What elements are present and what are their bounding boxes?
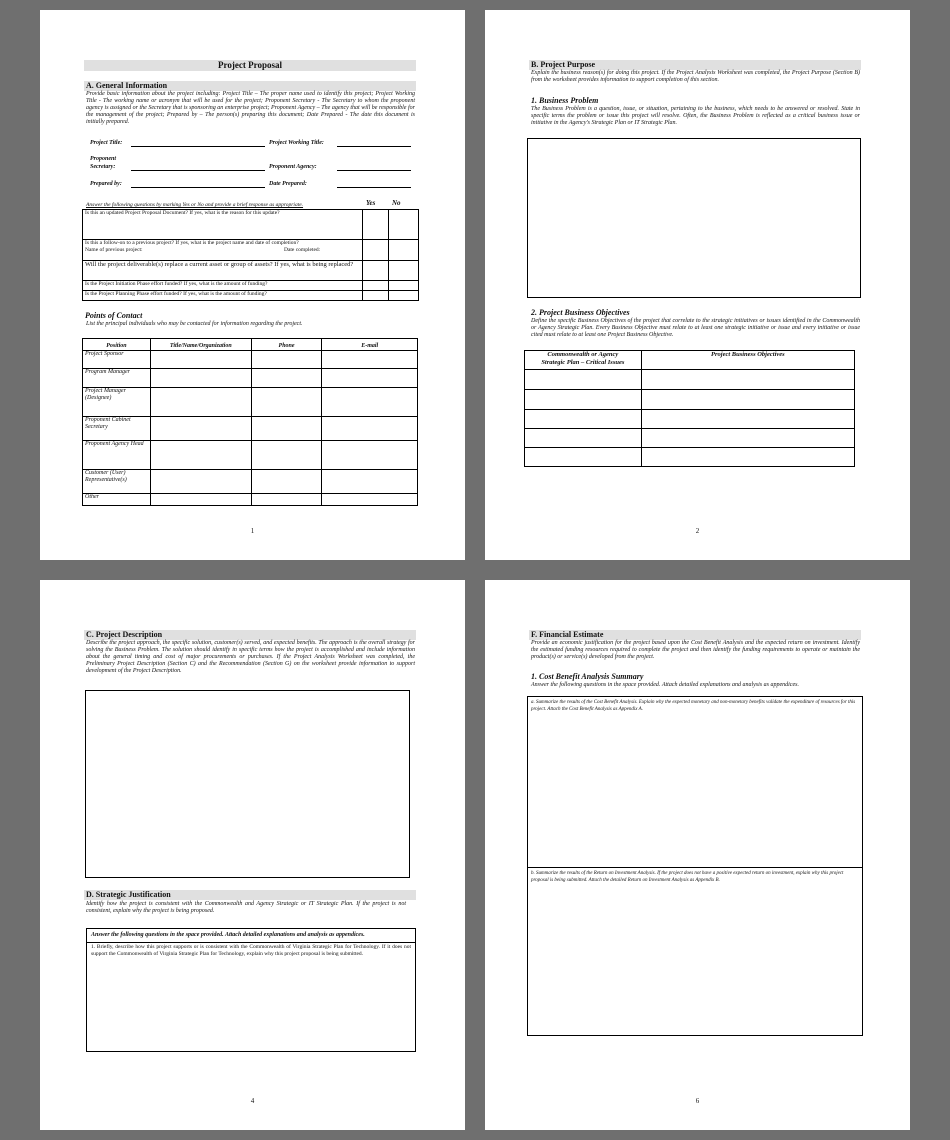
objectives-header-row (525, 351, 855, 370)
question-b-area[interactable] (528, 868, 862, 886)
table-row (83, 494, 418, 506)
name-cell[interactable] (150, 388, 251, 417)
email-cell[interactable] (322, 417, 418, 441)
email-cell[interactable] (322, 494, 418, 506)
contact-header-row (83, 339, 418, 351)
yes-cell[interactable] (363, 291, 389, 301)
business-problem-description: The Business Problem is a question, issue, or situation, pertaining to the business, which needs to be answered or resolved. State in specific terms the problem or issue this project will resolve. Often, the Business Problem is reflected as a critical business issue or initiative in the Agency's Strategic Plan or IT Strategic Plan. (531, 106, 860, 126)
page-number: 1 (250, 527, 255, 535)
question-2 (83, 240, 363, 261)
yes-cell[interactable] (363, 210, 389, 240)
no-cell[interactable] (389, 210, 419, 240)
position-cell: Customer (User) Representative(s) (83, 470, 151, 494)
page-number: 4 (250, 1097, 255, 1105)
table-row (525, 370, 855, 390)
question-a: a. Summarize the results of the Cost Benefit Analysis. Explain why the expected monetary and non-monetary benefits validate the expenditure of resources for this project. Attach the Cost Benefit Analysis as Appendix A. (531, 700, 856, 712)
proponent-secretary-label-2: Secretary: (90, 164, 116, 170)
section-b-description: Explain the business reason(s) for doing this project. If the Project Analysis Worksheet was completed, the Project Purpose (Section B) from the worksheet provides information to support completion of this section. (531, 70, 860, 83)
business-problem-textbox[interactable] (527, 138, 861, 298)
table-row (83, 369, 418, 388)
project-description-textbox[interactable] (85, 690, 410, 878)
section-d-description: Identify how the project is consistent with the Commonwealth and Agency Strategic or IT Strategic Plan. If the project is not consistent, explain why the project is being proposed. (86, 901, 406, 914)
question-2-text: Is this a follow-on to a previous project? If yes, what is the project name and date of completion? (85, 240, 299, 246)
objective-cell[interactable] (641, 429, 854, 448)
name-cell[interactable] (150, 494, 251, 506)
section-f-description: Provide an economic justification for the project based upon the Cost Benefit Analysis and the expected return on investment. Identify the estimated funding resources required to complete the project and then identify the funding requirements to operate or maintain the product(s) or service(s) developed from the project. (531, 640, 860, 660)
question-4: Is the Project Initiation Phase effort funded? If yes, what is the amount of funding? (83, 281, 363, 291)
proponent-secretary-label-1: Proponent (90, 156, 117, 162)
contact-table (82, 338, 418, 506)
proponent-agency-label: Proponent Agency: (269, 164, 317, 170)
email-cell[interactable] (322, 470, 418, 494)
section-d-heading: D. Strategic Justification (84, 890, 416, 900)
critical-issues-header-line-2: Strategic Plan – Critical Issues (541, 359, 625, 366)
previous-project-label: Name of previous project: (85, 247, 143, 253)
position-cell: Proponent Cabinet Secretary (83, 417, 151, 441)
page-6 (485, 580, 910, 1130)
table-row (83, 470, 418, 494)
critical-issue-cell[interactable] (525, 448, 642, 467)
question-b: b. Summarize the results of the Return on Investment Analysis. If the project does not have a positive expected return on investment, explain why this project proposal is being submitted. Attach the detailed Return on Investment Analysis as Appendix B. (531, 871, 844, 883)
title-name-org-header: Title/Name/Organization (150, 339, 251, 351)
phone-cell[interactable] (251, 369, 322, 388)
critical-issues-header (525, 351, 642, 370)
table-row (83, 417, 418, 441)
position-cell: Proponent Agency Head (83, 441, 151, 470)
table-row (83, 388, 418, 417)
phone-cell[interactable] (251, 470, 322, 494)
name-cell[interactable] (150, 369, 251, 388)
question-row (83, 261, 419, 281)
email-cell[interactable] (322, 369, 418, 388)
no-header: No (392, 199, 401, 207)
proponent-agency-field[interactable] (337, 170, 411, 171)
date-completed-label: Date completed: (283, 247, 321, 253)
business-objectives-description: Define the specific Business Objectives of the project that correlate to the strategic initiatives or issues identified in the Commonwealth or Agency Strategic Plan. Every Business Objective must relate to at least one strategic initiative or issue and every initiative or issue cited must relate to at least one Project Business Objective. (531, 318, 860, 338)
page-1 (40, 10, 465, 560)
question-row (83, 291, 419, 301)
question-row (83, 240, 419, 261)
critical-issue-cell[interactable] (525, 429, 642, 448)
position-cell: Program Manager (83, 369, 151, 388)
no-cell[interactable] (389, 291, 419, 301)
section-b-heading: B. Project Purpose (529, 60, 861, 70)
project-working-title-label: Project Working Title: (269, 140, 324, 146)
no-cell[interactable] (389, 281, 419, 291)
page-title: Project Proposal (84, 60, 416, 71)
cost-benefit-heading: 1. Cost Benefit Analysis Summary (531, 672, 644, 681)
section-c-heading: C. Project Description (84, 630, 416, 640)
no-cell[interactable] (389, 240, 419, 261)
cost-benefit-description: Answer the following questions in the space provided. Attach detailed explanations and analysis as appendices. (531, 682, 799, 688)
objective-cell[interactable] (641, 448, 854, 467)
date-prepared-field[interactable] (337, 187, 411, 188)
page-2 (485, 10, 910, 560)
prepared-by-field[interactable] (131, 187, 265, 188)
page-number: 6 (695, 1097, 700, 1105)
phone-cell[interactable] (251, 441, 322, 470)
question-3: Will the project deliverable(s) replace a current asset or group of assets? If yes, what is being replaced? (83, 261, 363, 281)
points-of-contact-description: List the principal individuals who may be contacted for information regarding the project. (86, 321, 303, 327)
email-header: E-mail (322, 339, 418, 351)
project-title-label: Project Title: (90, 140, 123, 146)
phone-cell[interactable] (251, 388, 322, 417)
objective-cell[interactable] (641, 370, 854, 390)
critical-issue-cell[interactable] (525, 370, 642, 390)
proponent-secretary-field[interactable] (131, 170, 265, 171)
position-cell: Project Sponsor (83, 351, 151, 369)
critical-issue-cell[interactable] (525, 410, 642, 429)
position-cell: Other (83, 494, 151, 506)
points-of-contact-heading: Points of Contact (85, 311, 143, 320)
prepared-by-label: Prepared by: (90, 181, 122, 187)
question-1: Is this an updated Project Proposal Document? If yes, what is the reason for this update? (83, 210, 363, 240)
email-cell[interactable] (322, 441, 418, 470)
date-prepared-label: Date Prepared: (269, 181, 307, 187)
table-row (83, 441, 418, 470)
name-cell[interactable] (150, 351, 251, 369)
answer-instructions: Answer the following questions in the space provided. Attach detailed explanations and analysis as appendices. (87, 929, 415, 943)
critical-issue-cell[interactable] (525, 390, 642, 410)
objective-cell[interactable] (641, 410, 854, 429)
yes-header: Yes (366, 199, 376, 207)
project-working-title-field[interactable] (337, 146, 411, 147)
phone-cell[interactable] (251, 417, 322, 441)
name-cell[interactable] (150, 441, 251, 470)
section-a-description: Provide basic information about the project including: Project Title – The proper name used to identify this project; Project Working Title - The working name or acronym that will be used for the project; Proponent Secretary - The Secretary to whom the proponent agency is assigned or the Secretary that is sponsoring an enterprise project; Proponent Agency – The agency that will be responsible for the management of the project; Prepared by – The person(s) preparing this document; Date Prepared - The date this document is initially prepared. (86, 91, 415, 125)
question-2-fields (85, 247, 360, 254)
cost-benefit-box (527, 696, 863, 1036)
no-cell[interactable] (389, 261, 419, 281)
question-a-area[interactable] (528, 697, 862, 868)
yes-cell[interactable] (363, 281, 389, 291)
yes-cell[interactable] (363, 261, 389, 281)
email-cell[interactable] (322, 388, 418, 417)
name-cell[interactable] (150, 417, 251, 441)
phone-cell[interactable] (251, 351, 322, 369)
objectives-table (524, 350, 855, 467)
email-cell[interactable] (322, 351, 418, 369)
business-objectives-heading: 2. Project Business Objectives (531, 308, 630, 317)
table-row (525, 410, 855, 429)
business-problem-heading: 1. Business Problem (531, 96, 599, 105)
section-f-heading: F. Financial Estimate (529, 630, 861, 640)
table-row (83, 351, 418, 369)
table-row (525, 429, 855, 448)
questions-table (82, 209, 419, 301)
table-row (525, 390, 855, 410)
question-5: Is the Project Planning Phase effort funded? If yes, what is the amount of funding? (83, 291, 363, 301)
phone-header: Phone (251, 339, 322, 351)
critical-issues-header-line-1: Commonwealth or Agency (547, 351, 619, 358)
section-a-heading: A. General Information (84, 81, 416, 91)
question-row (83, 210, 419, 240)
strategic-justification-box (86, 928, 416, 1052)
business-objectives-header: Project Business Objectives (641, 351, 854, 370)
position-header: Position (83, 339, 151, 351)
table-row (525, 448, 855, 467)
project-title-field[interactable] (131, 146, 265, 147)
page-number: 2 (695, 527, 700, 535)
strategic-question-1[interactable]: 1. Briefly, describe how this project supports or is consistent with the Commonwealth of Virginia Strategic Plan for Technology. If it does not support the Commonwealth of Virginia Strategic Plan for Technology, explain why this project proposal is being submitted. (91, 944, 411, 957)
page-4 (40, 580, 465, 1130)
position-cell: Project Manager (Designee) (83, 388, 151, 417)
section-c-description: Describe the project approach, the specific solution, customer(s) served, and expected benefits. The approach is the overall strategy for solving the Business Problem. The solution should identify in specific terms how the project is accomplished and include information about the general timing and cost of major procurements or purchases. If the Project Analysis Worksheet was completed, the Preliminary Project Description (Section C) and the Recommendation (Section G) on the worksheet provide information to support development of the Project Description. (86, 640, 415, 674)
objective-cell[interactable] (641, 390, 854, 410)
questions-intro: Answer the following questions by marking Yes or No and provide a brief response as appropriate. (86, 202, 304, 208)
name-cell[interactable] (150, 470, 251, 494)
yes-cell[interactable] (363, 240, 389, 261)
question-row (83, 281, 419, 291)
phone-cell[interactable] (251, 494, 322, 506)
